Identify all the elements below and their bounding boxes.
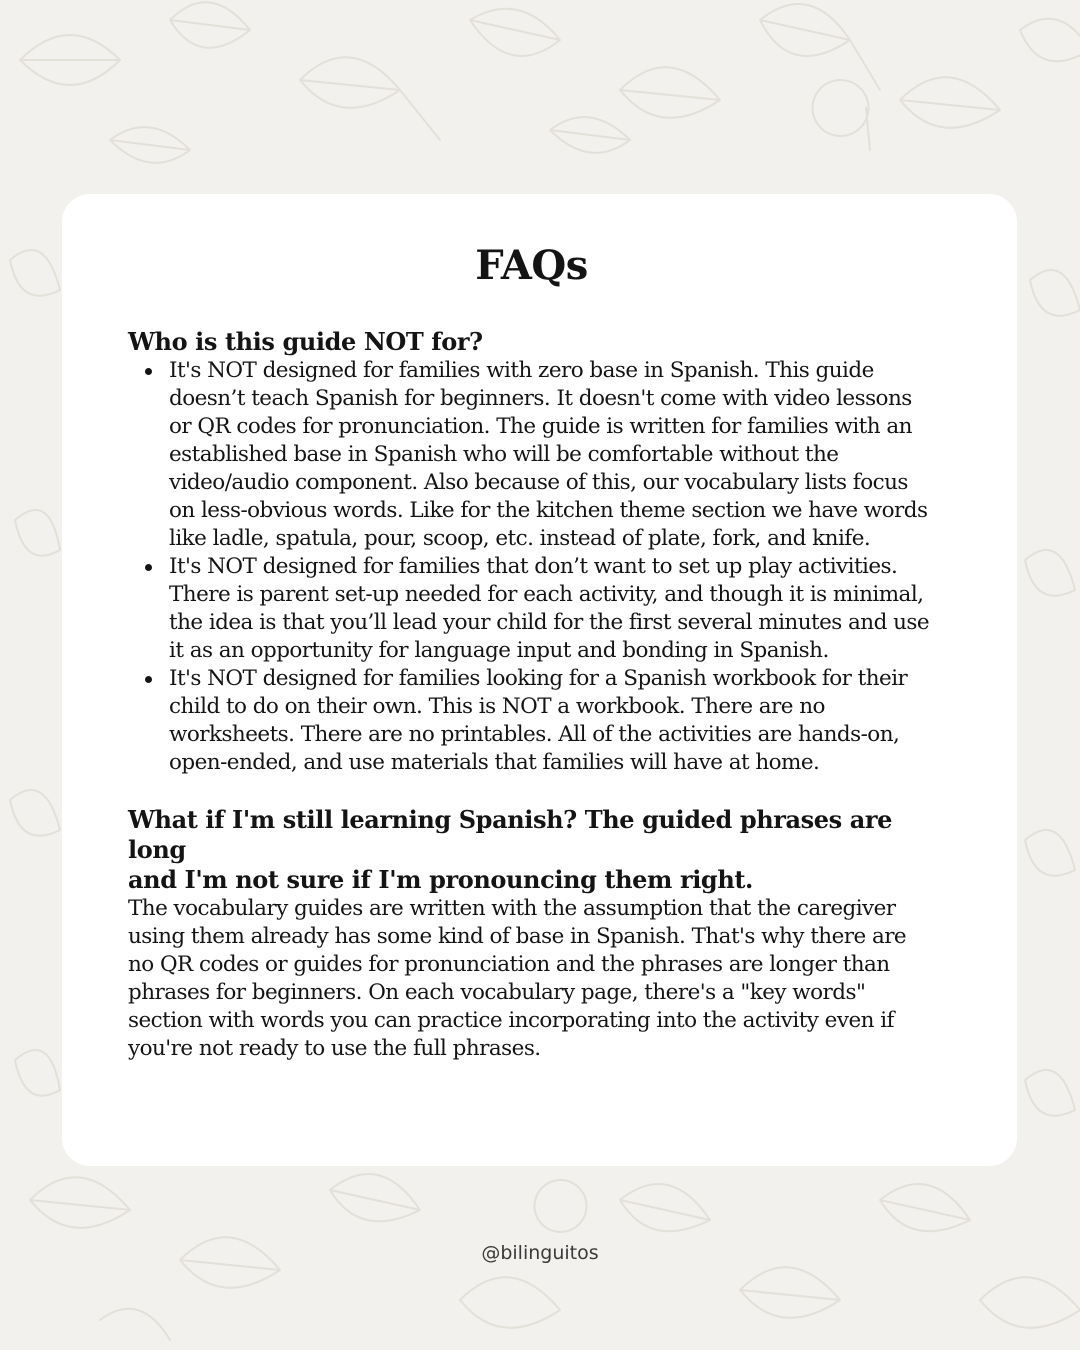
- faq-card: [62, 194, 1017, 1166]
- list-item: It's NOT designed for families that don’t want to set up play activities. There is parent set-up needed for each activity, and though it is minimal, the idea is that you’ll lead your child for the first several minutes and use it as an opportunity for language input and bonding in Spanish.: [169, 553, 935, 665]
- faq-answer: The vocabulary guides are written with the assumption that the caregiver using them already has some kind of base in Spanish. That's why there are no QR codes or guides for pronunciation and the phrases are longer than phrases for beginners. On each vocabulary page, there's a "key words" section with words you can practice incorporating into the activity even if you're not ready to use the full phrases.: [128, 896, 907, 1061]
- faq-question: Who is this guide NOT for?: [128, 327, 483, 356]
- faq-section-not-for: [128, 327, 935, 777]
- social-handle: @bilinguitos: [481, 1242, 599, 1264]
- faq-question-line-1: What if I'm still learning Spanish? The guided phrases are long: [128, 805, 892, 864]
- list-item: It's NOT designed for families looking for a Spanish workbook for their child to do on their own. This is NOT a workbook. There are no worksheets. There are no printables. All of the activities are hands-on, open-ended, and use materials that families will have at home.: [169, 665, 935, 777]
- faq-section-still-learning: [128, 805, 935, 1063]
- faq-bullet-list: [128, 357, 935, 777]
- faq-question: [128, 805, 935, 895]
- list-item: It's NOT designed for families with zero base in Spanish. This guide doesn’t teach Spanish for beginners. It doesn't come with video lessons or QR codes for pronunciation. The guide is written for families with an established base in Spanish who will be comfortable without the video/audio component. Also because of this, our vocabulary lists focus on less-obvious words. Like for the kitchen theme section we have words like ladle, spatula, pour, scoop, etc. instead of plate, fork, and knife.: [169, 357, 935, 553]
- faq-question-line-2: and I'm not sure if I'm pronouncing them right.: [128, 865, 754, 894]
- page-title: FAQs: [475, 242, 588, 289]
